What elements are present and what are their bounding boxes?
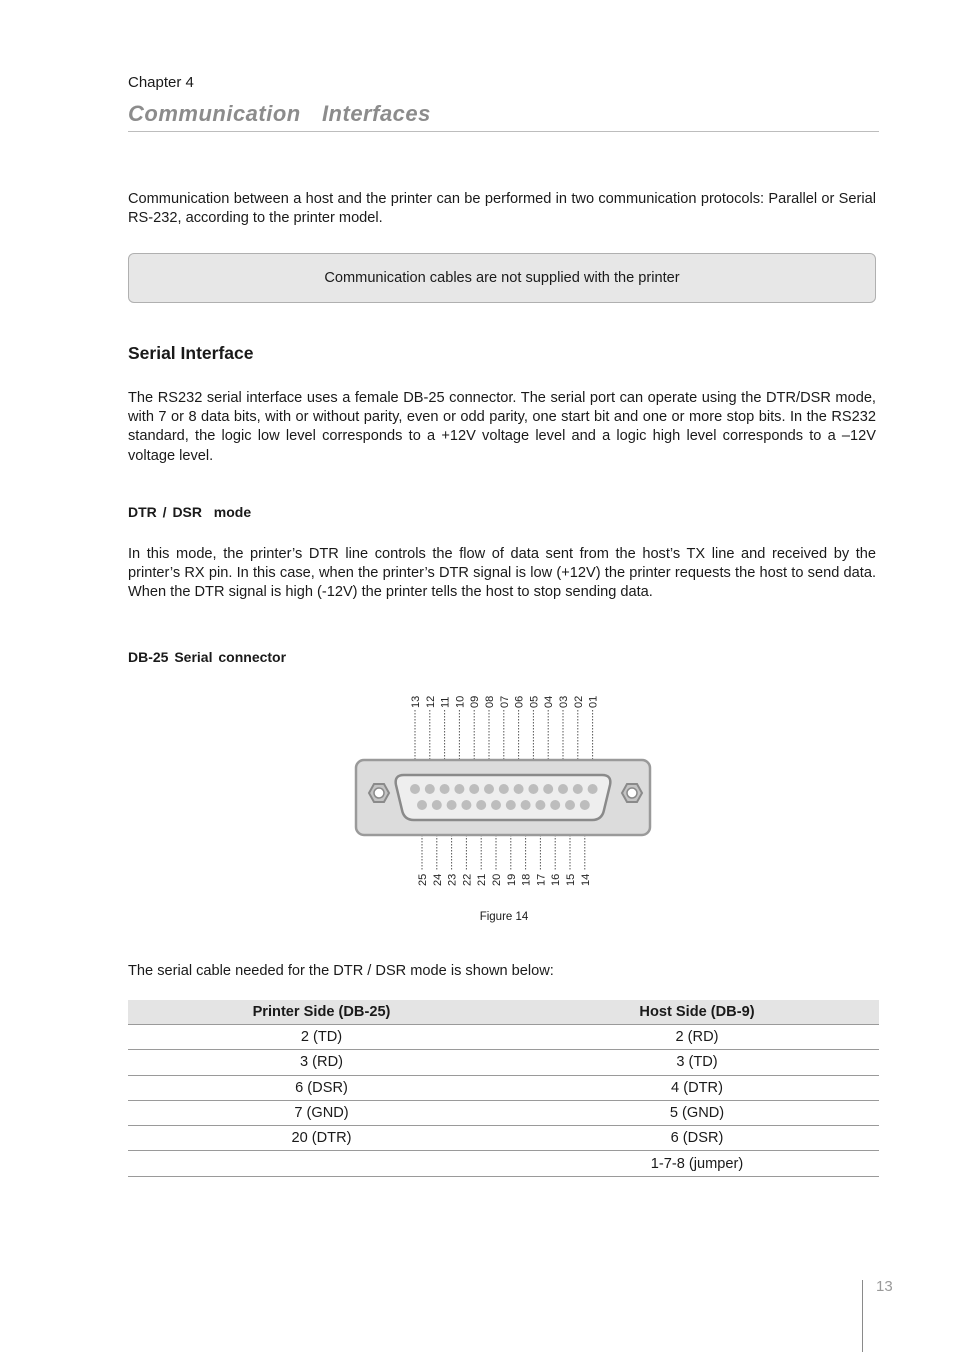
table-cell: 5 (GND) bbox=[515, 1100, 879, 1125]
table-cell: 4 (DTR) bbox=[515, 1075, 879, 1100]
pin-label: 03 bbox=[558, 695, 570, 708]
pin-21 bbox=[476, 800, 486, 810]
left-screw-icon bbox=[369, 784, 389, 802]
pin-label: 15 bbox=[565, 873, 577, 886]
pin-label: 14 bbox=[579, 873, 592, 886]
pin-label: 21 bbox=[476, 873, 489, 886]
table-cell bbox=[128, 1151, 515, 1176]
pin-02 bbox=[573, 784, 583, 794]
pin-label: 05 bbox=[528, 695, 541, 708]
pin-label: 07 bbox=[498, 695, 511, 708]
section-heading-serial: Serial Interface bbox=[128, 343, 254, 363]
table-cell: 7 (GND) bbox=[128, 1100, 515, 1125]
pin-label: 20 bbox=[491, 873, 503, 886]
serial-paragraph: The RS232 serial interface uses a female DB-25 connector. The serial port can operate using the DTR/DSR mode, with 7 or 8 data bits, with or without parity, even or odd parity, one start bit and one or more stop bits. In the RS232 standard, the logic low level corresponds to a +12V voltage level and a logic high level corresponds to a –12V voltage level. bbox=[128, 390, 876, 464]
right-screw-icon bbox=[622, 784, 642, 802]
chapter-title: Communication Interfaces bbox=[128, 101, 431, 126]
pin-label: 16 bbox=[550, 873, 563, 886]
pin-11 bbox=[440, 784, 450, 794]
pin-16 bbox=[550, 800, 560, 810]
pin-22 bbox=[461, 800, 471, 810]
intro-paragraph: Communication between a host and the printer can be performed in two communication protocols: Parallel or Serial RS-232, according to the printer model. bbox=[128, 191, 876, 227]
pin-06 bbox=[514, 784, 524, 794]
note-text: Communication cables are not supplied with the printer bbox=[324, 270, 680, 286]
pin-label: 12 bbox=[424, 695, 437, 708]
page-number: 13 bbox=[876, 1278, 893, 1295]
figure-caption: Figure 14 bbox=[479, 911, 529, 923]
pin-label: 11 bbox=[439, 696, 452, 708]
table-header-row bbox=[128, 1000, 879, 1025]
pin-label: 13 bbox=[410, 695, 422, 708]
table-row bbox=[128, 1050, 879, 1075]
title-divider bbox=[128, 131, 879, 132]
subheading-dtr-dsr: DTR / DSR mode bbox=[128, 504, 252, 520]
pin-08 bbox=[484, 784, 494, 794]
column-header-host-side: Host Side (DB-9) bbox=[515, 1000, 879, 1025]
subheading-db25: DB-25 Serial connector bbox=[128, 649, 287, 665]
table-cell: 3 (TD) bbox=[515, 1050, 879, 1075]
pin-label: 06 bbox=[513, 695, 526, 708]
pin-13 bbox=[410, 784, 420, 794]
pin-10 bbox=[454, 784, 464, 794]
pin-19 bbox=[506, 800, 516, 810]
pin-23 bbox=[447, 800, 457, 810]
table-row bbox=[128, 1100, 879, 1125]
pin-label: 09 bbox=[469, 695, 482, 708]
db25-connector-diagram bbox=[340, 688, 670, 898]
pin-label: 24 bbox=[431, 873, 444, 886]
pin-12 bbox=[425, 784, 435, 794]
column-header-printer-side: Printer Side (DB-25) bbox=[128, 1000, 515, 1025]
table-row bbox=[128, 1025, 879, 1050]
table-row bbox=[128, 1151, 879, 1176]
pin-14 bbox=[580, 800, 590, 810]
pin-01 bbox=[588, 784, 598, 794]
pin-25 bbox=[417, 800, 427, 810]
table-cell: 1-7-8 (jumper) bbox=[515, 1151, 879, 1176]
pin-label: 08 bbox=[484, 695, 496, 708]
pin-07 bbox=[499, 784, 509, 794]
pin-label: 10 bbox=[454, 695, 467, 708]
pin-label: 01 bbox=[587, 695, 600, 708]
cable-table bbox=[128, 1000, 879, 1177]
table-cell: 6 (DSR) bbox=[515, 1126, 879, 1151]
connector-face bbox=[396, 775, 611, 820]
pin-label: 25 bbox=[417, 873, 429, 886]
cable-intro: The serial cable needed for the DTR / DSR mode is shown below: bbox=[128, 963, 554, 979]
table-cell: 20 (DTR) bbox=[128, 1126, 515, 1151]
pin-label: 02 bbox=[572, 695, 585, 708]
pin-label: 23 bbox=[446, 873, 459, 886]
pin-18 bbox=[521, 800, 531, 810]
pin-15 bbox=[565, 800, 575, 810]
page-number-divider bbox=[862, 1280, 863, 1352]
pin-03 bbox=[558, 784, 568, 794]
chapter-label: Chapter 4 bbox=[128, 74, 194, 91]
table-row bbox=[128, 1075, 879, 1100]
table-cell: 2 (TD) bbox=[128, 1025, 515, 1050]
pin-17 bbox=[535, 800, 545, 810]
pin-label: 17 bbox=[535, 873, 548, 886]
pin-05 bbox=[528, 784, 538, 794]
table-row bbox=[128, 1126, 879, 1151]
pin-09 bbox=[469, 784, 479, 794]
pin-04 bbox=[543, 784, 553, 794]
pin-label: 18 bbox=[520, 873, 533, 886]
pin-label: 19 bbox=[505, 873, 518, 886]
pin-24 bbox=[432, 800, 442, 810]
note-box bbox=[128, 253, 876, 303]
table-cell: 2 (RD) bbox=[515, 1025, 879, 1050]
pin-label: 22 bbox=[461, 873, 474, 886]
table-cell: 6 (DSR) bbox=[128, 1075, 515, 1100]
dtr-paragraph: In this mode, the printer’s DTR line controls the flow of data sent from the host’s TX line and received by the printer’s RX pin. In this case, when the printer’s DTR signal is low (+12V) the printer requests the host to send data. When the DTR signal is high (-12V) the printer tells the host to stop sending data. bbox=[128, 546, 876, 601]
pin-20 bbox=[491, 800, 501, 810]
table-cell: 3 (RD) bbox=[128, 1050, 515, 1075]
pin-label: 04 bbox=[543, 695, 556, 708]
db25-connector-figure bbox=[340, 688, 670, 898]
